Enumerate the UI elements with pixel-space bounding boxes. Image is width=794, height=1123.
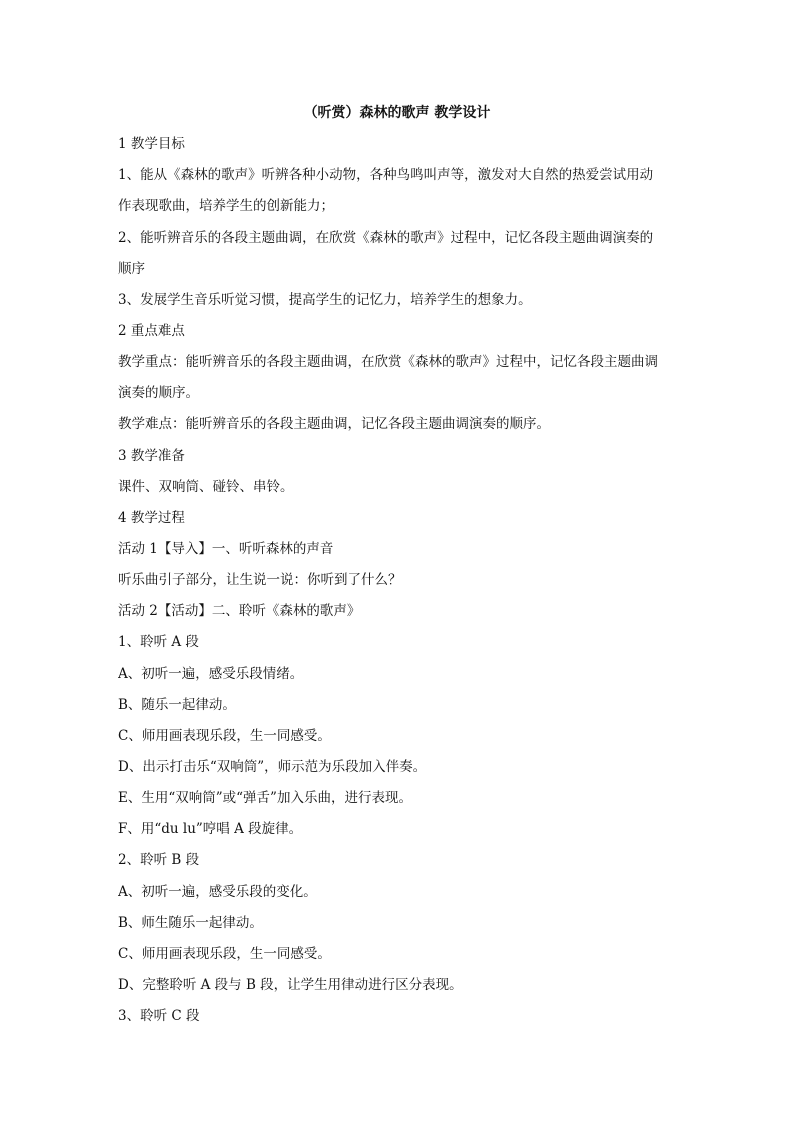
section-heading-goals: 1 教学目标 (118, 136, 185, 152)
paragraph-line: F、用“du lu”哼唱 A 段旋律。 (118, 821, 303, 837)
paragraph-line: B、随乐一起律动。 (118, 697, 236, 713)
paragraph-line: 3、聆听 C 段 (118, 1008, 200, 1024)
paragraph-line: D、完整聆听 A 段与 B 段，让学生用律动进行区分表现。 (118, 977, 463, 993)
section-heading-preparation: 3 教学准备 (118, 448, 185, 464)
paragraph-line: 教学重点：能听辨音乐的各段主题曲调，在欣赏《森林的歌声》过程中，记忆各段主题曲调 (118, 354, 658, 370)
paragraph-line: 课件、双响筒、碰铃、串铃。 (118, 479, 294, 495)
paragraph-line: 活动 1【导入】一、听听森林的声音 (118, 541, 334, 557)
paragraph-line: 听乐曲引子部分，让生说一说：你听到了什么？ (118, 572, 402, 588)
paragraph-line: C、师用画表现乐段，生一同感受。 (118, 728, 331, 744)
paragraph-line: 2、能听辨音乐的各段主题曲调，在欣赏《森林的歌声》过程中，记忆各段主题曲调演奏的 (118, 230, 654, 246)
paragraph-line: B、师生随乐一起律动。 (118, 915, 263, 931)
document-title: （听赏）森林的歌声 教学设计 (303, 105, 491, 121)
paragraph-line: C、师用画表现乐段，生一同感受。 (118, 946, 331, 962)
section-heading-process: 4 教学过程 (118, 510, 185, 526)
paragraph-line: 活动 2【活动】二、聆听《森林的歌声》 (118, 603, 361, 619)
paragraph-line: D、出示打击乐“双响筒”，师示范为乐段加入伴奏。 (118, 759, 427, 775)
paragraph-line: A、初听一遍，感受乐段的变化。 (118, 884, 317, 900)
paragraph-line: 演奏的顺序。 (118, 385, 199, 401)
paragraph-line: E、生用“双响筒”或“弹舌”加入乐曲，进行表现。 (118, 790, 412, 806)
paragraph-line: 1、能从《森林的歌声》听辨各种小动物，各种鸟鸣叫声等，激发对大自然的热爱尝试用动 (118, 167, 654, 183)
paragraph-line: 顺序 (118, 261, 145, 277)
paragraph-line: 作表现歌曲，培养学生的创新能力； (118, 198, 334, 214)
section-heading-key-points: 2 重点难点 (118, 323, 185, 339)
paragraph-line: 教学难点：能听辨音乐的各段主题曲调，记忆各段主题曲调演奏的顺序。 (118, 416, 550, 432)
paragraph-line: A、初听一遍，感受乐段情绪。 (118, 666, 304, 682)
paragraph-line: 3、发展学生音乐听觉习惯，提高学生的记忆力，培养学生的想象力。 (118, 292, 532, 308)
paragraph-line: 1、聆听 A 段 (118, 634, 199, 650)
paragraph-line: 2、聆听 B 段 (118, 852, 200, 868)
